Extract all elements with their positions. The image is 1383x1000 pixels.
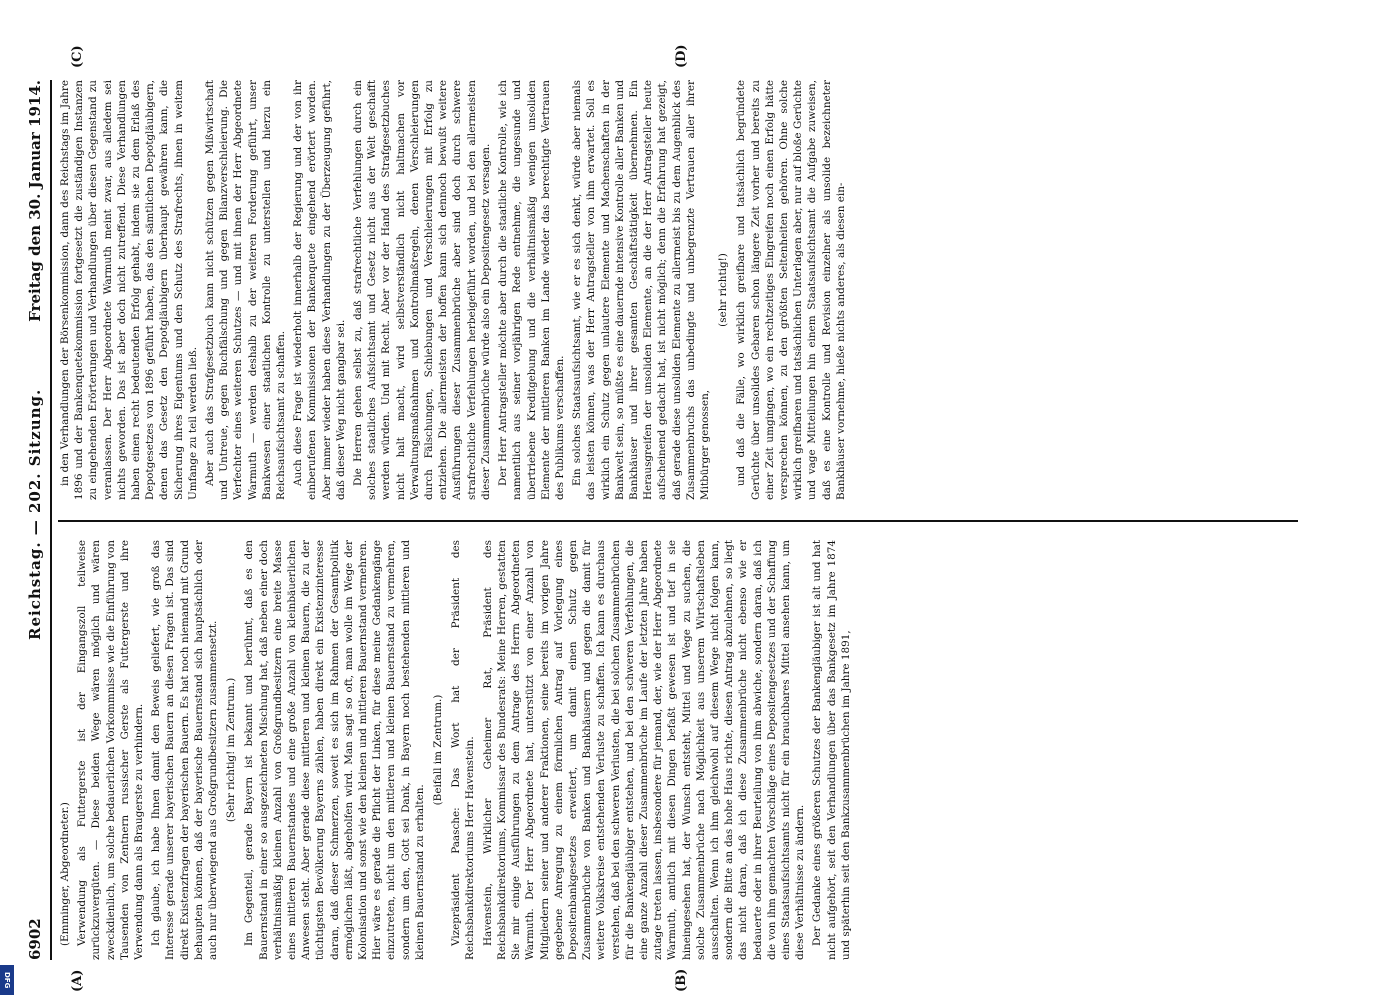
interjection: (Sehr richtig! im Zentrum.) [225, 677, 238, 823]
page-number: 6902 [26, 918, 44, 960]
left-text-column [58, 540, 1288, 960]
right-text-column [58, 80, 1288, 500]
paragraph: Verwendung als Futtergerste ist der Eingangszoll teilweise zurückzuvergüten. — Diese beiden Wege wären möglich und wären zweckdienlich, um solche bedauerlichen Vorkommnisse wie die Einführung von Tausenden von Zentnern russischer Gerste als Futtergerste und ihre Verwendung dann als Braugerste zu verhindern. [76, 540, 146, 960]
running-head [22, 80, 48, 960]
paragraph: in den Verhandlungen der Börsenkommission, dann des Reichstags im Jahre 1896 und der Bankenquetekommission fortgesetzt die zuständigen Instanzen zu eingehenden Erörterungen und Verhandlungen über diesen Gegenstand zu veranlassen. Der Herr Abgeordnete Warmuth meint zwar, aus alledem sei nichts geworden. Das ist aber doch nicht zutreffend. Diese Verhandlungen haben einen recht bedeutenden Erfolg gehabt, indem sie zu dem Erlaß des Depotgesetzes von 1896 geführt haben, das den sämtlichen Depotgläubigern, denen das Gesetz den Depotgläubigern überhaupt gewähren kann, die Sicherung ihres Eigentums und den Schutz des Strafrechts, ihnen in weitem Umfange zu teil werden ließ. [59, 80, 199, 500]
paragraph: Havenstein, Wirklicher Geheimer Rat, Präsident des Reichsbankdirektoriums, Kommissar des Bundesrats: Meine Herren, gestatten Sie mir einige Ausführungen zu dem Antrage des Herrn Abgeordneten Warmuth. Der Herr Abgeordnete hat, unterstützt von einer Anzahl von Mitgliedern seiner und anderer Fraktionen, seine bereits im vorigen Jahre gegebene Anregung zu einem förmlichen Antrag auf Vorlegung eines Depositenbankgesetzes erweitert, um damit einen Schutz gegen Zusammenbrüche von Banken und Bankhäusern und gegen die damit für weitere Volkskreise entstehenden Verluste zu schaffen. Ich kann es durchaus verstehen, daß bei den schweren Verlusten, die bei solchen Zusammenbrüchen für die Bankengläubiger entstehen, und bei den schweren Verfehlungen, die eine ganze Anzahl dieser Zusammenbrüche im Laufe der letzten Jahre haben zutage treten lassen, insbesondere für jemand, der, wie der Herr Abgeordnete Warmuth, amtlich mit diesen Dingen befaßt gewesen ist und tief in sie hineingesehen hat, der Wunsch entsteht, Mittel und Wege zu suchen, die solche Zusammenbrüche nach Möglichkeit aus unserem Wirtschaftsleben ausschalten. Wenn ich ihm gleichwohl auf diesem Wege nicht folgen kann, sondern die Bitte an das hohe Haus richte, diesen Antrag abzulehnen, so liegt das nicht daran, daß ich diese Zusammenbrüche nicht ebenso wie er bedauerte oder in ihrer Beurteilung von ihm abwiche, sondern daran, daß ich die von ihm gemachten Vorschläge eines Depositengesetzes und der Schaffung eines Staatsaufsichtsamts nicht für ein brauchbares Mittel ansehen kann, um diese Verhältnisse zu ändern. [481, 540, 807, 960]
paragraph: Ich glaube, ich habe Ihnen damit den Beweis geliefert, wie groß das Interesse gerade unserer bayerischen Bauern an diesen Fragen ist. Das sind direkt Existenzfragen der bayerischen Bauern. Es hat noch niemand mit Grund behaupten können, daß der bayerische Bauernstand sich hauptsächlich oder auch nur überwiegend aus Großgrundbesitzern zusammensetzt. [150, 540, 220, 960]
paragraph: Auch diese Frage ist wiederholt innerhalb der Regierung und der von ihr einberufenen Kommissionen der Bankenquete eingehend erörtert worden. Aber immer wieder haben diese Verhandlungen zu der Überzeugung geführt, daß dieser Weg nicht gangbar sei. [292, 80, 347, 500]
dfg-logo: DFG [0, 965, 14, 995]
interjection: (Beifall im Zentrum.) [432, 694, 445, 806]
margin-marker-d: (D) [674, 44, 689, 68]
interjection: (sehr richtig!) [717, 253, 730, 327]
margin-marker-c: (C) [70, 45, 85, 68]
column-divider [58, 520, 1298, 522]
paragraph: Ein solches Staatsaufsichtsamt, wie er es sich denkt, würde aber niemals das leisten können, was der Herr Antragsteller von ihm erwartet. Soll es wirklich ein Schutz gegen unlautere Elemente und Machenschaften in der Bankwelt sein, so müßte es eine dauernde intensive Kontrolle aller Banken und Bankhäuser und ihrer gesamten Geschäftstätigkeit übernehmen. Ein Herausgreifen der unsoliden Elemente, an die der Herr Antragsteller heute aufscheinend gedacht hat, ist nicht möglich; denn die Erfahrung hat gezeigt, daß gerade diese unsoliden Elemente zu allermeist bis zu dem Augenblick des Zusammenbruchs das unbedingte und unbegrenzte Vertrauen aller ihrer Mitbürger genossen, [571, 80, 711, 500]
margin-marker-b: (B) [674, 968, 689, 992]
paragraph: Aber auch das Strafgesetzbuch kann nicht schützen gegen Mißwirtschaft und Untreue, gegen Buchfälschung und gegen Bilanzverschleierung. Die Verfechter eines weiteren Schutzes — und mit ihnen der Herr Abgeordnete Warmuth — werden deshalb zu der weiteren Forderung geführt, unser Bankwesen einer staatlichen Kontrolle zu unterstellen und hierzu ein Reichsaufsichtsamt zu schaffen. [204, 80, 288, 500]
paragraph: Vizepräsident Paasche: Das Wort hat der Präsident des Reichsbankdirektoriums Herr Havenstein. [450, 540, 477, 960]
paragraph: (Emminger, Abgeordneter.) [59, 802, 71, 946]
page-title: Reichstag. — 202. Sitzung. [26, 388, 44, 640]
paragraph: Im Gegenteil, gerade Bayern ist bekannt und berühmt, daß es den Bauernstand in einer so ausgezeichneten Mischung hat, daß neben einer doch verhältnismäßig kleinen Anzahl von Großgrundbesitzern eine breite Masse eines mittleren Bauernstandes und eine große Anzahl von kleinbäuerlichen Anwesen steht. Aber gerade diese mittleren und kleinen Bauern, die zu der tüchtigsten Bevölkerung Bayerns zählen, haben direkt ein Existenzinteresse daran, daß dieser Schmerzen, soweit es sich im Rahmen der Gesamtpolitik ermöglichen läßt, abgeholfen wird. Man sagt so oft, man wolle im Wege der Kolonisation und sonst wie den kleinen und mittleren Bauernstand vermehren. Hier wäre es gerade die Pflicht der Linken, für diese meine Gedankengänge einzutreten, nicht um den mittleren und kleinen Bauernstand zu vermehren, sondern um den, Gott sei Dank, in Bayern noch bestehenden mittleren und kleinen Bauernstand zu erhalten. [243, 540, 426, 960]
header-rule [50, 80, 52, 960]
rotated-page [14, 40, 1314, 1000]
paragraph: Die Herren gehen selbst zu, daß strafrechtliche Verfehlungen durch ein solches staatliches Aufsichtsamt und Gesetz nicht aus der Welt geschafft werden würden. Und mit Recht. Aber vor der Hand des Strafgesetzbuches nicht halt macht, wird selbstverständlich nicht haltmachen vor Verwaltungsmaßnahmen und Kontrollmaßregeln, denen Verschleierungen durch Fälschungen, Schiebungen und Verschleierungen mit Erfolg zu entziehen. Die allermeisten der hoffen kann sich dennoch bewußt weitere Ausführungen dieser Zusammenbrüche aber sind doch durch schwere strafrechtliche Verfehlungen herbeigeführt worden, und bei den allermeisten dieser Zusammenbrüche würde also ein Depositengesetz versagen. [352, 80, 492, 500]
paragraph: und daß die Fälle, wo wirklich greifbare und tatsächlich begründete Gerüchte über unsolides Gebaren schon längere Zeit vorher und bereits zu einer Zeit umgingen, wo ein rechtzeitiges Eingreifen noch einen Erfolg hätte versprechen können, zu den größten Seltenheiten gehören. Ohne solche wirklich greifbaren und tatsächlichen Unterlagen aber, nur auf bloße Gerüchte und vage Mitteilungen hin einem Staatsaufsichtsamt die Aufgabe zuweisen, daß es eine Kontrolle und Revision einzelner als unsolide bezeichneter Bankhäuser vornehme, hieße nichts anderes, als diesen ein- [735, 80, 847, 500]
margin-marker-a: (A) [70, 969, 85, 992]
paragraph: Der Gedanke eines größeren Schutzes der Bankengläubiger ist alt und hat nicht aufgehört, seit den Verhandlungen über das Bankgesetz im Jahre 1874 und späterhin seit den Bankzusammenbrüchen im Jahre 1891, [811, 540, 852, 960]
session-date: Freitag den 30. Januar 1914. [26, 80, 44, 322]
paragraph: Der Herr Antragsteller möchte aber durch die staatliche Kontrolle, wie ich namentlich aus seiner vorjährigen Rede entnehme, die ungesunde und übertriebene Kreditgebung und die verhältnismäßig wenigen unsoliden Elemente der mittleren Banken im Lande wieder das berechtigte Vertrauen des Publikums verschaffen. [497, 80, 566, 500]
